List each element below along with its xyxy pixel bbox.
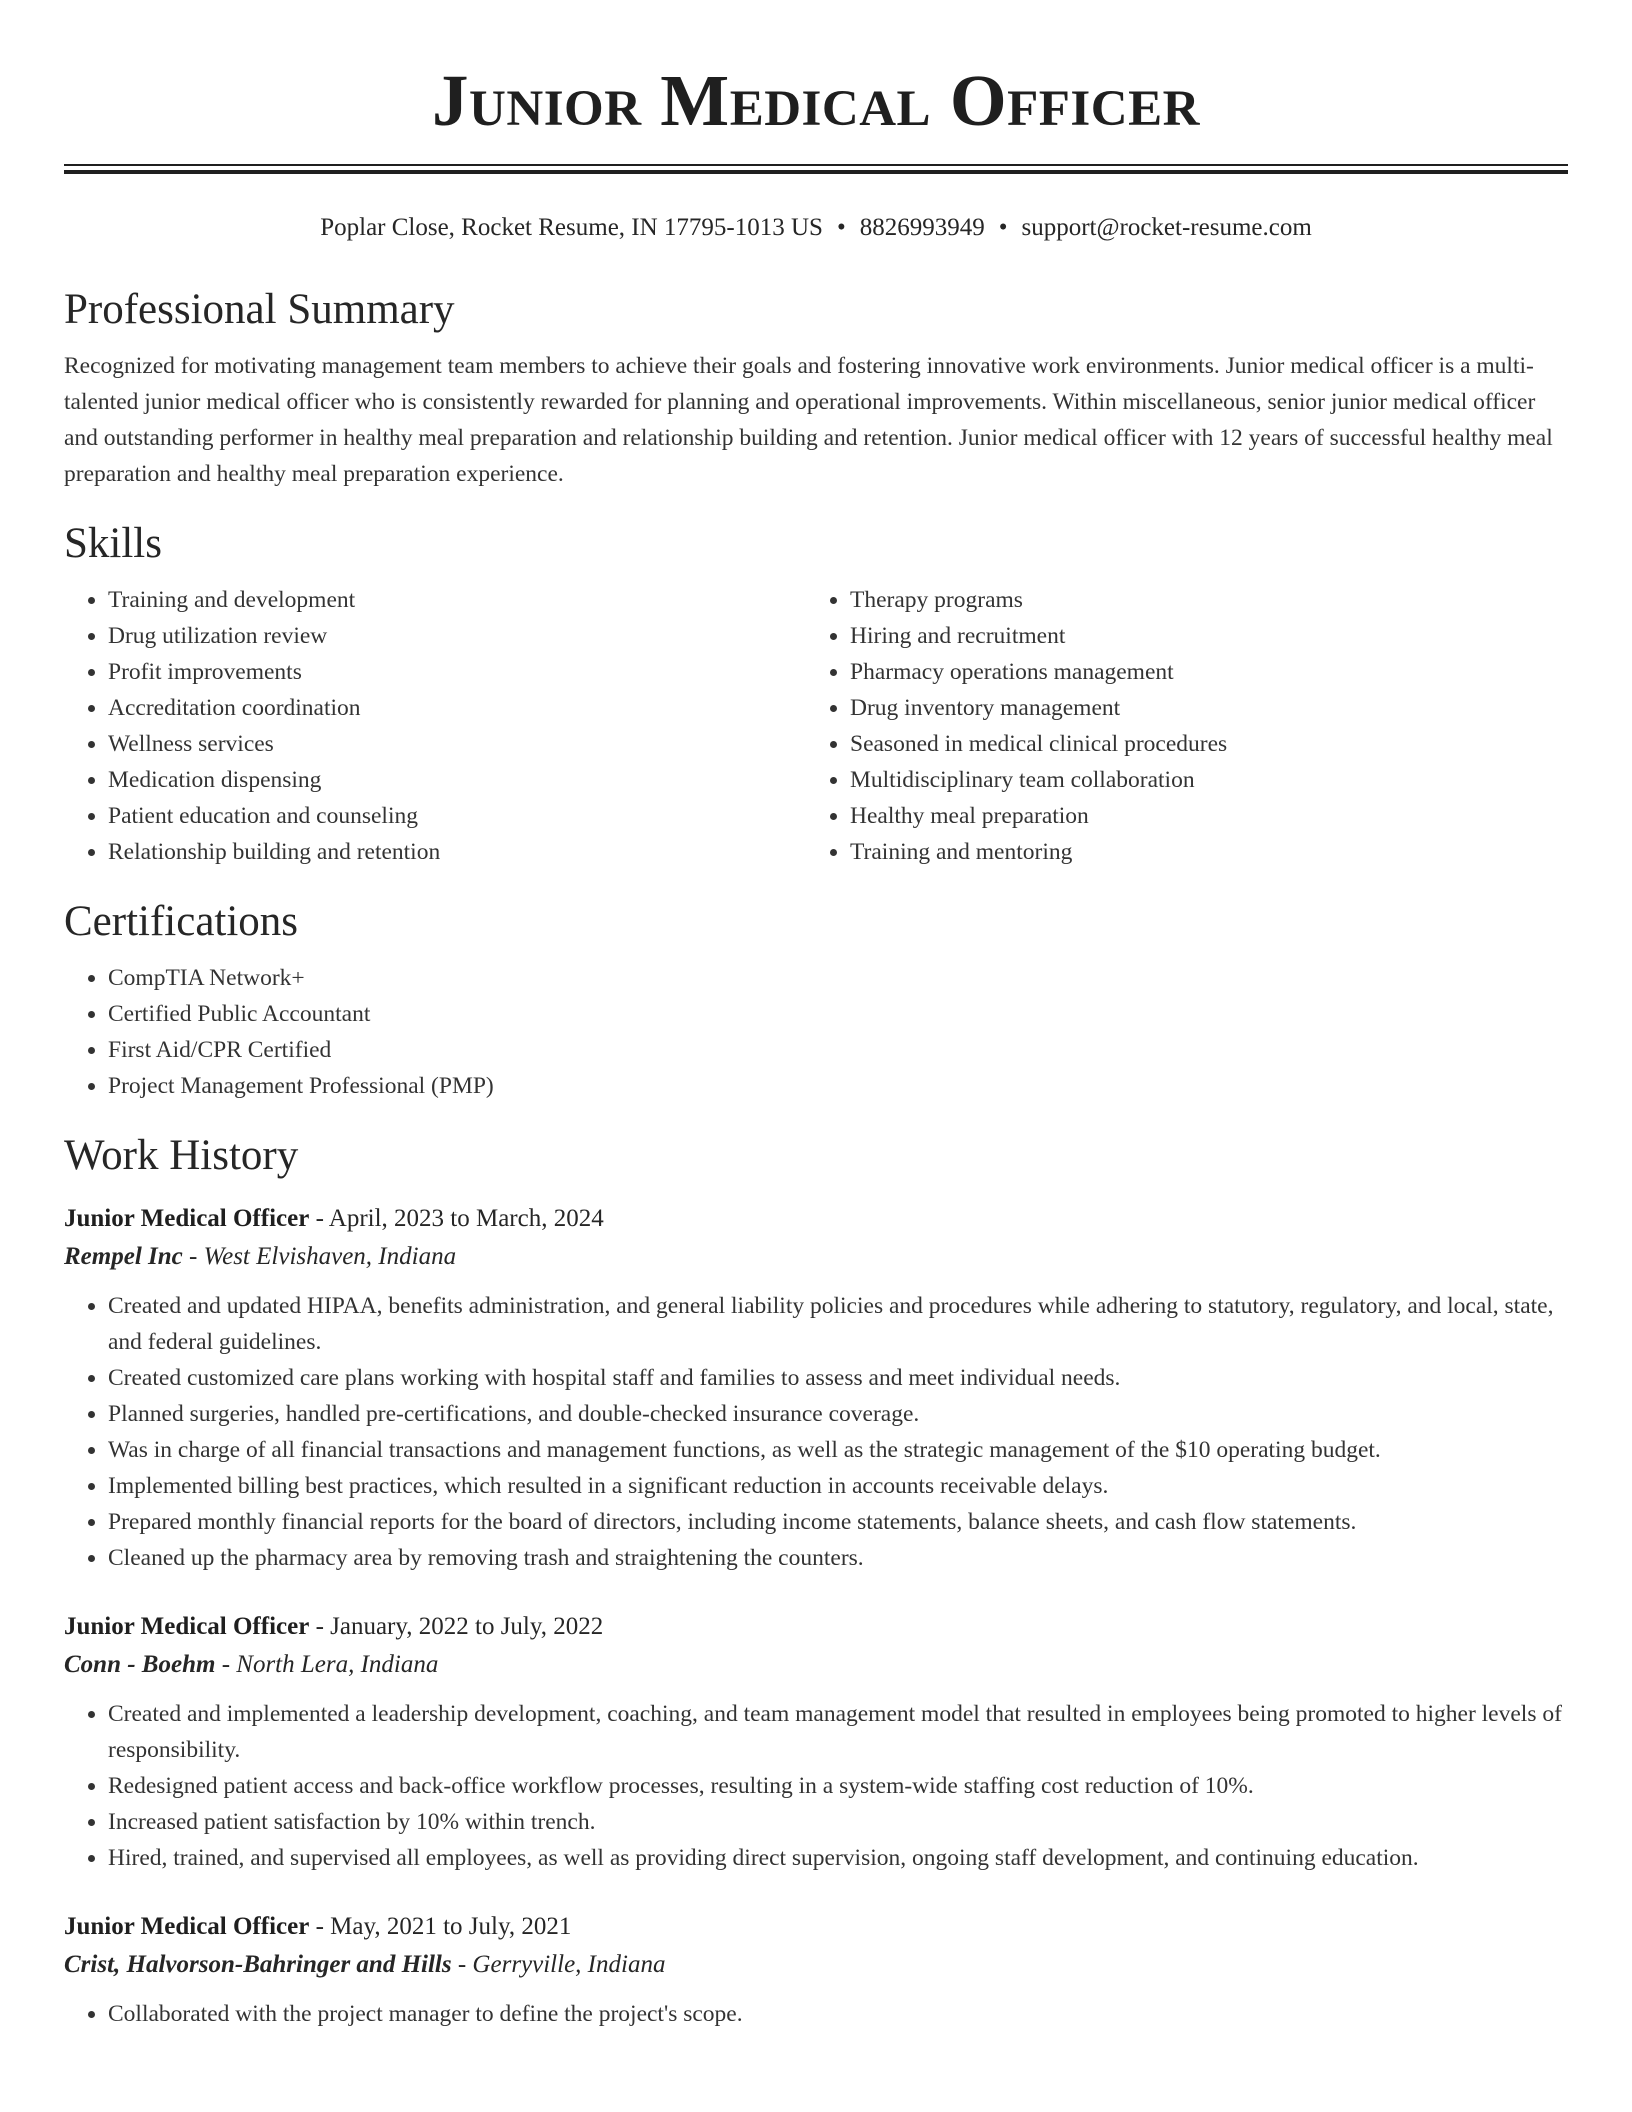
skill-item: • Pharmacy operations management xyxy=(850,654,1548,690)
skills-list-left xyxy=(64,582,806,870)
resume-page xyxy=(64,0,1568,2032)
certification-item: • First Aid/CPR Certified xyxy=(108,1032,1568,1068)
job-bullets xyxy=(64,1696,1568,1876)
certifications-list xyxy=(64,960,1568,1104)
job-company: Rempel Inc xyxy=(64,1243,183,1270)
job-company: Conn - Boehm xyxy=(64,1651,216,1678)
skill-item: • Medication dispensing xyxy=(108,762,806,798)
job-dates: - April, 2023 to March, 2024 xyxy=(309,1205,604,1232)
job-entry xyxy=(64,1908,1568,2032)
skill-item: • Training and development xyxy=(108,582,806,618)
skill-item: • Profit improvements xyxy=(108,654,806,690)
certifications-heading: Certifications xyxy=(64,898,299,945)
job-company-line xyxy=(64,1646,1568,1684)
skill-item: • Accreditation coordination xyxy=(108,690,806,726)
job-bullet: • Was in charge of all financial transactions and management functions, as well as the strategic management of the $10 operating budget. xyxy=(108,1432,1568,1468)
job-title: Junior Medical Officer xyxy=(64,1205,310,1232)
contact-address: Poplar Close, Rocket Resume, IN 17795-1013 US xyxy=(320,214,823,241)
job-dates: - May, 2021 to July, 2021 xyxy=(309,1913,572,1940)
job-title: Junior Medical Officer xyxy=(64,1913,310,1940)
job-company-line xyxy=(64,1238,1568,1276)
contact-separator: • xyxy=(998,214,1008,241)
job-bullet: • Planned surgeries, handled pre-certifications, and double-checked insurance coverage. xyxy=(108,1396,1568,1432)
skill-item: • Healthy meal preparation xyxy=(850,798,1548,834)
job-bullet: • Created and updated HIPAA, benefits administration, and general liability policies and procedures while adhering to statutory, regulatory, and local, state, and federal guidelines. xyxy=(108,1288,1568,1360)
job-entry xyxy=(64,1608,1568,1876)
job-bullets xyxy=(64,1996,1568,2032)
job-location: - West Elvishaven, Indiana xyxy=(182,1243,457,1270)
contact-email: support@rocket-resume.com xyxy=(1021,214,1312,241)
job-company: Crist, Halvorson-Bahringer and Hills xyxy=(64,1951,452,1978)
skill-item: • Wellness services xyxy=(108,726,806,762)
skill-item: • Therapy programs xyxy=(850,582,1548,618)
job-bullet: • Prepared monthly financial reports for the board of directors, including income statements, balance sheets, and cash flow statements. xyxy=(108,1504,1568,1540)
skill-item: • Relationship building and retention xyxy=(108,834,806,870)
skill-item: • Drug utilization review xyxy=(108,618,806,654)
job-bullet: • Hired, trained, and supervised all employees, as well as providing direct supervision, ongoing staff development, and continuing education. xyxy=(108,1840,1568,1876)
skills-heading: Skills xyxy=(64,520,162,567)
certification-item: • Certified Public Accountant xyxy=(108,996,1568,1032)
skill-item: • Patient education and counseling xyxy=(108,798,806,834)
job-dates: - January, 2022 to July, 2022 xyxy=(309,1613,604,1640)
summary-text: Recognized for motivating management team members to achieve their goals and fostering innovative work environments. Junior medical officer is a multi-talented junior medical officer who is consistently rewarded for planning and operational improvements. Within miscellaneous, senior junior medical officer and outstanding performer in healthy meal preparation and relationship building and retention. Junior medical officer with 12 years of successful healthy meal preparation and healthy meal preparation experience. xyxy=(64,353,1553,487)
job-title: Junior Medical Officer xyxy=(64,1613,310,1640)
job-location: - Gerryville, Indiana xyxy=(451,1951,666,1978)
job-location: - North Lera, Indiana xyxy=(215,1651,439,1678)
title-divider xyxy=(64,164,1568,174)
contact-phone: 8826993949 xyxy=(859,214,985,241)
job-bullet: • Redesigned patient access and back-office workflow processes, resulting in a system-wide staffing cost reduction of 10%. xyxy=(108,1768,1568,1804)
job-bullet: • Collaborated with the project manager to define the project's scope. xyxy=(108,1996,1568,2032)
job-title-line xyxy=(64,1608,1568,1646)
job-title-line xyxy=(64,1908,1568,1946)
job-title-line xyxy=(64,1200,1568,1238)
job-entry xyxy=(64,1200,1568,1576)
certification-item: • CompTIA Network+ xyxy=(108,960,1568,996)
job-bullet: • Created and implemented a leadership development, coaching, and team management model that resulted in employees being promoted to higher levels of responsibility. xyxy=(108,1696,1568,1768)
job-bullet: • Implemented billing best practices, which resulted in a significant reduction in accounts receivable delays. xyxy=(108,1468,1568,1504)
job-bullet: • Increased patient satisfaction by 10% within trench. xyxy=(108,1804,1568,1840)
skills-columns xyxy=(64,582,1568,870)
summary-heading: Professional Summary xyxy=(64,286,455,333)
job-bullets xyxy=(64,1288,1568,1576)
skills-list-right xyxy=(806,582,1548,870)
contact-line xyxy=(64,212,1568,244)
page-title: Junior Medical Officer xyxy=(432,60,1200,141)
skill-item: • Multidisciplinary team collaboration xyxy=(850,762,1548,798)
certification-item: • Project Management Professional (PMP) xyxy=(108,1068,1568,1104)
skill-item: • Drug inventory management xyxy=(850,690,1548,726)
job-bullet: • Cleaned up the pharmacy area by removing trash and straightening the counters. xyxy=(108,1540,1568,1576)
skill-item: • Hiring and recruitment xyxy=(850,618,1548,654)
job-company-line xyxy=(64,1946,1568,1984)
skill-item: • Training and mentoring xyxy=(850,834,1548,870)
job-bullet: • Created customized care plans working with hospital staff and families to assess and meet individual needs. xyxy=(108,1360,1568,1396)
contact-separator: • xyxy=(836,214,846,241)
skill-item: • Seasoned in medical clinical procedures xyxy=(850,726,1548,762)
work-history-heading: Work History xyxy=(64,1132,299,1179)
